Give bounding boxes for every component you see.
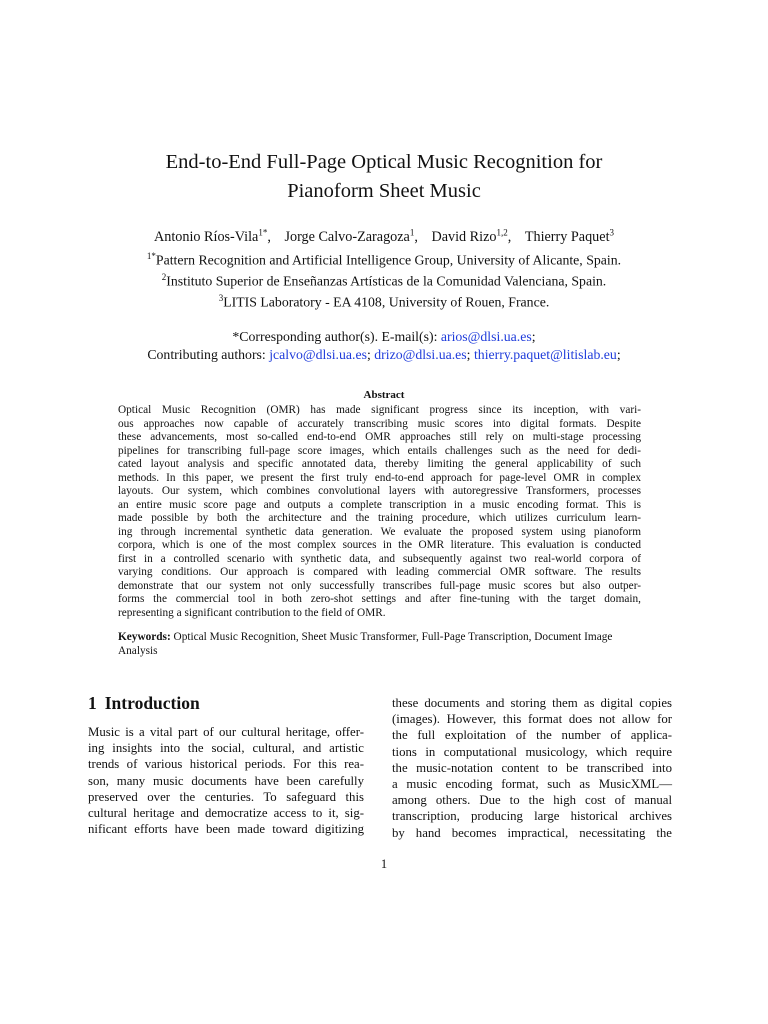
contact-emails bbox=[70, 328, 698, 363]
author-2: Jorge Calvo-Zaragoza$^1$, bbox=[284, 227, 418, 245]
abstract-line: made possible by both the architecture and the training procedure, which utilizes curriculum learn- bbox=[118, 512, 641, 524]
abstract-body bbox=[118, 404, 641, 620]
section-number: 1 bbox=[88, 693, 97, 713]
email-link-drizo[interactable]: drizo@dlsi.ua.es bbox=[374, 346, 467, 362]
body-line: among others. Due to the high cost of manual bbox=[392, 793, 672, 808]
abstract-line: corpora, which is one of the most complex sources in the OMR literature. This evaluation is conducted bbox=[118, 539, 641, 551]
abstract-line: forms the commercial tool in both zero-shot settings and after fine-tuning with the target domain, bbox=[118, 593, 641, 605]
author-3: David Rizo$^{1,2}$, bbox=[431, 227, 512, 245]
body-line: trends of various historical periods. For this rea- bbox=[88, 757, 364, 772]
affiliation-1: $^{1*}$Pattern Recognition and Artificial Intelligence Group, University of Alicante, Spain. bbox=[146, 251, 622, 268]
body-line: (images). However, this format does not allow for bbox=[392, 712, 672, 727]
abstract-line: pipelines for transcribing full-page score images, which entails challenges such as the need for dedi- bbox=[118, 444, 641, 457]
affiliations bbox=[70, 248, 698, 311]
body-line: these documents and storing them as digital copies bbox=[392, 696, 672, 710]
abstract-line: an entire music score page and outputs a complete transcription in a music encoding format. This is bbox=[118, 498, 641, 511]
abstract-line: cated layout analysis and specific annotated data, thereby limiting the general applicability of such bbox=[118, 458, 641, 470]
body-line: preserved over the centuries. To safeguard this bbox=[88, 789, 364, 804]
abstract-line: layouts. Our system, which combines convolutional layers with autoregressive Transformers, processes bbox=[118, 485, 641, 497]
body-line: ing insights into the social, cultural, and artistic bbox=[88, 741, 364, 756]
abstract-line: demonstrate that our system not only successfully transcribes full-page music scores but also outper- bbox=[118, 579, 641, 592]
abstract-line: first in a controlled scenario with synthetic data, and subsequently against two real-world corpora of bbox=[118, 552, 641, 565]
title-line-1: End-to-End Full-Page Optical Music Recognition for bbox=[165, 151, 603, 173]
body-line: tions in computational musicology, which require bbox=[392, 744, 672, 759]
body-line: cultural heritage and democratize access to it, sig- bbox=[88, 806, 364, 821]
affiliation-2: $^2$Instituto Superior de Enseñanzas Artísticas de la Comunidad Valenciana, Spain. bbox=[161, 272, 607, 289]
body-line: son, many music documents have been carefully bbox=[88, 773, 364, 788]
abstract-line: methods. In this paper, we present the first truly end-to-end approach for page-level OMR in complex bbox=[118, 471, 641, 484]
abstract-line: these advancements, most so-called end-to-end OMR approaches still rely on multi-stage processing bbox=[118, 431, 641, 443]
body-line: by hand becomes impractical, necessitating the bbox=[392, 825, 672, 840]
keywords-line-1: Keywords: Optical Music Recognition, Sheet Music Transformer, Full-Page Transcription, Document Image bbox=[118, 631, 613, 643]
abstract-line: Optical Music Recognition (OMR) has made significant progress since its inception, with vari- bbox=[118, 404, 641, 416]
contributing-authors-line: Contributing authors: jcalvo@dlsi.ua.es; drizo@dlsi.ua.es; thierry.paquet@litislab.eu; bbox=[147, 346, 621, 362]
abstract-heading: Abstract bbox=[363, 389, 405, 401]
body-line: a music encoding format, such as MusicXML— bbox=[392, 777, 672, 792]
page-number: 1 bbox=[380, 857, 388, 871]
abstract-line: ous approaches now capable of accurately transcribing music scores into digital formats. Despite bbox=[118, 417, 641, 430]
body-line: Music is a vital part of our cultural heritage, offer- bbox=[88, 725, 364, 739]
author-1: Antonio Ríos-Vila$^{1*}$, bbox=[153, 227, 271, 245]
keywords bbox=[118, 631, 641, 658]
section-heading bbox=[88, 693, 200, 714]
abstract-line: ing through incremental synthetic data generation. We evaluate the proposed system using pianoform bbox=[118, 525, 641, 538]
keywords-line-2: Analysis bbox=[118, 644, 158, 657]
body-line: nificant efforts have been made toward digitizing bbox=[88, 822, 364, 837]
author-4: Thierry Paquet$^3$ bbox=[524, 227, 615, 245]
email-link-tpaquet[interactable]: thierry.paquet@litislab.eu bbox=[473, 346, 617, 362]
affiliation-3: $^3$LITIS Laboratory - EA 4108, University of Rouen, France. bbox=[218, 293, 550, 310]
email-link-jcalvo[interactable]: jcalvo@dlsi.ua.es bbox=[269, 346, 367, 362]
body-line: transcription, producing large historical archives bbox=[392, 809, 672, 824]
right-column-text bbox=[392, 695, 672, 841]
author-list bbox=[80, 222, 688, 247]
abstract-line: representing a significant contribution to the field of OMR. bbox=[118, 606, 386, 619]
email-link-arios[interactable]: arios@dlsi.ua.es bbox=[440, 329, 532, 344]
paper-title bbox=[100, 148, 668, 206]
body-line: the music-notation content to be transcribed into bbox=[392, 760, 672, 775]
corresponding-author-line: *Corresponding author(s). E-mail(s): arios@dlsi.ua.es; bbox=[232, 329, 536, 344]
abstract-line: varying conditions. Our approach is compared with leading commercial OMR software. The results bbox=[118, 566, 641, 578]
title-line-2: Pianoform Sheet Music bbox=[287, 180, 481, 202]
keywords-label: Keywords: bbox=[118, 631, 171, 643]
left-column-text bbox=[88, 724, 364, 837]
section-title: Introduction bbox=[104, 693, 200, 713]
body-line: the full exploitation of the number of applica- bbox=[392, 728, 672, 743]
